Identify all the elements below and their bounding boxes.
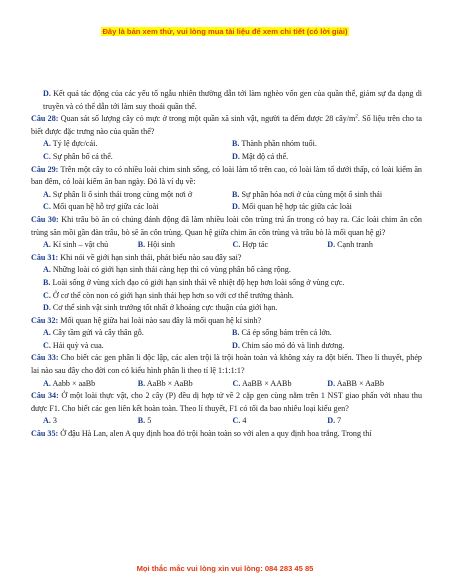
question-28 xyxy=(31,113,422,138)
question-33 xyxy=(31,352,422,377)
question-29 xyxy=(31,164,422,189)
option-b: B. Loài sống ở vùng xích đạo có giới hạn sinh thái về nhiệt độ hẹp hơn loài sống ở vùng cực. xyxy=(43,277,345,287)
option-d: D. Mật độ cá thể. xyxy=(232,151,289,161)
options-row xyxy=(31,138,422,151)
option-d: D. Cạnh tranh xyxy=(327,240,373,250)
contact-footer: Mọi thắc mắc vui lòng xin vui lòng: 084 283 45 85 xyxy=(136,564,314,573)
option-d: D. AaBB × AaBb xyxy=(327,378,384,388)
preview-banner-text: Đây là bản xem thử, vui lòng mua tài liệu để xem chi tiết (có lời giải) xyxy=(102,27,348,36)
question-text: Ở một loài thực vật, cho 2 cây (P) đều dị hợp tử về 2 cặp gen cùng nằm trên 1 NST giao phấn với nhau thu được F1. Cho biết các gen liên kết hoàn toàn. Theo lí thuyết, F1 có tối đa bao nhiêu loại kiểu gen? xyxy=(31,391,422,413)
option-a: A. Những loài có giới hạn sinh thái càng hẹp thì có vùng phân bố càng rộng. xyxy=(43,265,291,275)
option-b: B. Sự phân hóa nơi ở của cùng một ổ sinh thái xyxy=(232,189,383,199)
question-34 xyxy=(31,390,422,415)
question-label: Câu 33: xyxy=(31,353,59,363)
superscript: 2 xyxy=(355,114,358,120)
options-row xyxy=(31,201,422,214)
question-text: Khi nói về giới hạn sinh thái, phát biểu nào sau đây sai? xyxy=(60,252,242,262)
question-35 xyxy=(31,428,422,441)
option-d: D. Cơ thể sinh vật sinh trưởng tốt nhất ở khoảng cực thuận của giới hạn. xyxy=(43,303,278,313)
option-a: A. Tỷ lệ đực/cái. xyxy=(43,139,98,149)
question-label: Câu 29: xyxy=(31,164,59,174)
question-31 xyxy=(31,252,422,265)
question-text: Quan sát số lượng cây cỏ mực ở trong một quần xã sinh vật, người ta đếm được 28 cây/m xyxy=(60,114,356,124)
question-30 xyxy=(31,214,422,239)
options-row xyxy=(31,189,422,202)
options-row xyxy=(31,415,422,428)
options-row xyxy=(31,327,422,340)
option-c: C. Hải quỳ và cua. xyxy=(43,340,104,350)
question-text: Cho biết các gen phân li độc lập, các alen trội là trội hoàn toàn và không xảy ra đột biến. Theo lí thuyết, phép lai nào sau đây cho đời con có kiểu hình phân li theo tỉ lệ 1:1:1:1? xyxy=(31,353,422,376)
option-a: A. Cây tầm gửi và cây thân gỗ. xyxy=(43,328,144,338)
question-label: Câu 31: xyxy=(31,252,59,262)
question-text: Khi trâu bò ăn cỏ chúng đánh động đã làm nhiều loài côn trùng trú ẩn trong cỏ bay ra. Các loài chim ăn côn trùng săn mồi gần đàn trâu, bò sẽ ăn côn trùng. Quan hệ giữa chim ăn côn trùng và trâu bò là mối quan hệ gì? xyxy=(31,214,422,237)
intro-paragraph xyxy=(31,88,422,113)
option-label: D. xyxy=(43,89,51,98)
option-b: B. AaBb × AaBb xyxy=(137,378,193,388)
question-label: Câu 35: xyxy=(31,429,59,439)
option-a: A. Kí sinh – vật chủ xyxy=(43,240,109,250)
question-text: Trên một cây to có nhiều loài chim sinh sống, có loài làm tổ trên cao, có loài làm tổ dưới thấp, có loài kiếm ăn ban đêm, có loài kiếm ăn ban ngày. Đó là ví dụ về: xyxy=(31,164,422,187)
option-c: C. Hợp tác xyxy=(232,240,269,250)
options-row xyxy=(31,378,422,391)
document-body xyxy=(31,88,422,441)
question-text-cont: . Số liệu trên cho ta biết được đặc trưng nào của quần thể? xyxy=(31,114,422,136)
option-c: C. AaBB × AABb xyxy=(232,378,292,388)
option-b: B. 5 xyxy=(137,416,152,426)
intro-text: Kết quả tác động của các yếu tố ngẫu nhiên thường dẫn tới làm nghèo vốn gen của quần thể, giảm sự đa dạng di truyền và có thể dẫn tới làm suy thoái quần thể. xyxy=(43,89,422,111)
question-text: Mối quan hệ giữa hai loài nào sau đây là mối quan hệ kí sinh? xyxy=(60,315,262,325)
question-32 xyxy=(31,315,422,328)
question-label: Câu 30: xyxy=(31,214,59,224)
option-c: C. Mối quan hệ hỗ trợ giữa các loài xyxy=(43,202,159,212)
options-row xyxy=(31,239,422,252)
option-d: D. Mối quan hệ hợp tác giữa các loài xyxy=(232,202,352,212)
option-b: B. Thành phần nhóm tuổi. xyxy=(232,139,317,149)
option-c: C. 4 xyxy=(232,416,247,426)
option-c: C. Ở cơ thể còn non có giới hạn sinh thái hẹp hơn so với cơ thể trưởng thành. xyxy=(43,290,294,300)
option-a: A. 3 xyxy=(43,416,57,426)
option-a: A. Aabb × aaBb xyxy=(43,378,96,388)
options-row xyxy=(31,151,422,164)
options-row xyxy=(31,340,422,353)
question-label: Câu 32: xyxy=(31,315,59,325)
option-d: D. Chim sáo mỏ đỏ và linh dương. xyxy=(232,340,345,350)
option-c: C. Sự phân bố cá thể. xyxy=(43,151,113,161)
option-b: B. Hội sinh xyxy=(137,240,175,250)
question-label: Câu 28: xyxy=(31,114,59,124)
option-d: D. 7 xyxy=(327,416,342,426)
option-b: B. Cá ép sống bám trên cá lớn. xyxy=(232,328,332,338)
question-text: Ở đậu Hà Lan, alen A quy định hoa đỏ trội hoàn toàn so với alen a quy định hoa trắng. Trong thí xyxy=(60,429,372,439)
question-label: Câu 34: xyxy=(31,391,59,401)
option-a: A. Sự phân li ổ sinh thái trong cùng một nơi ở xyxy=(43,189,193,199)
preview-banner xyxy=(0,27,450,36)
